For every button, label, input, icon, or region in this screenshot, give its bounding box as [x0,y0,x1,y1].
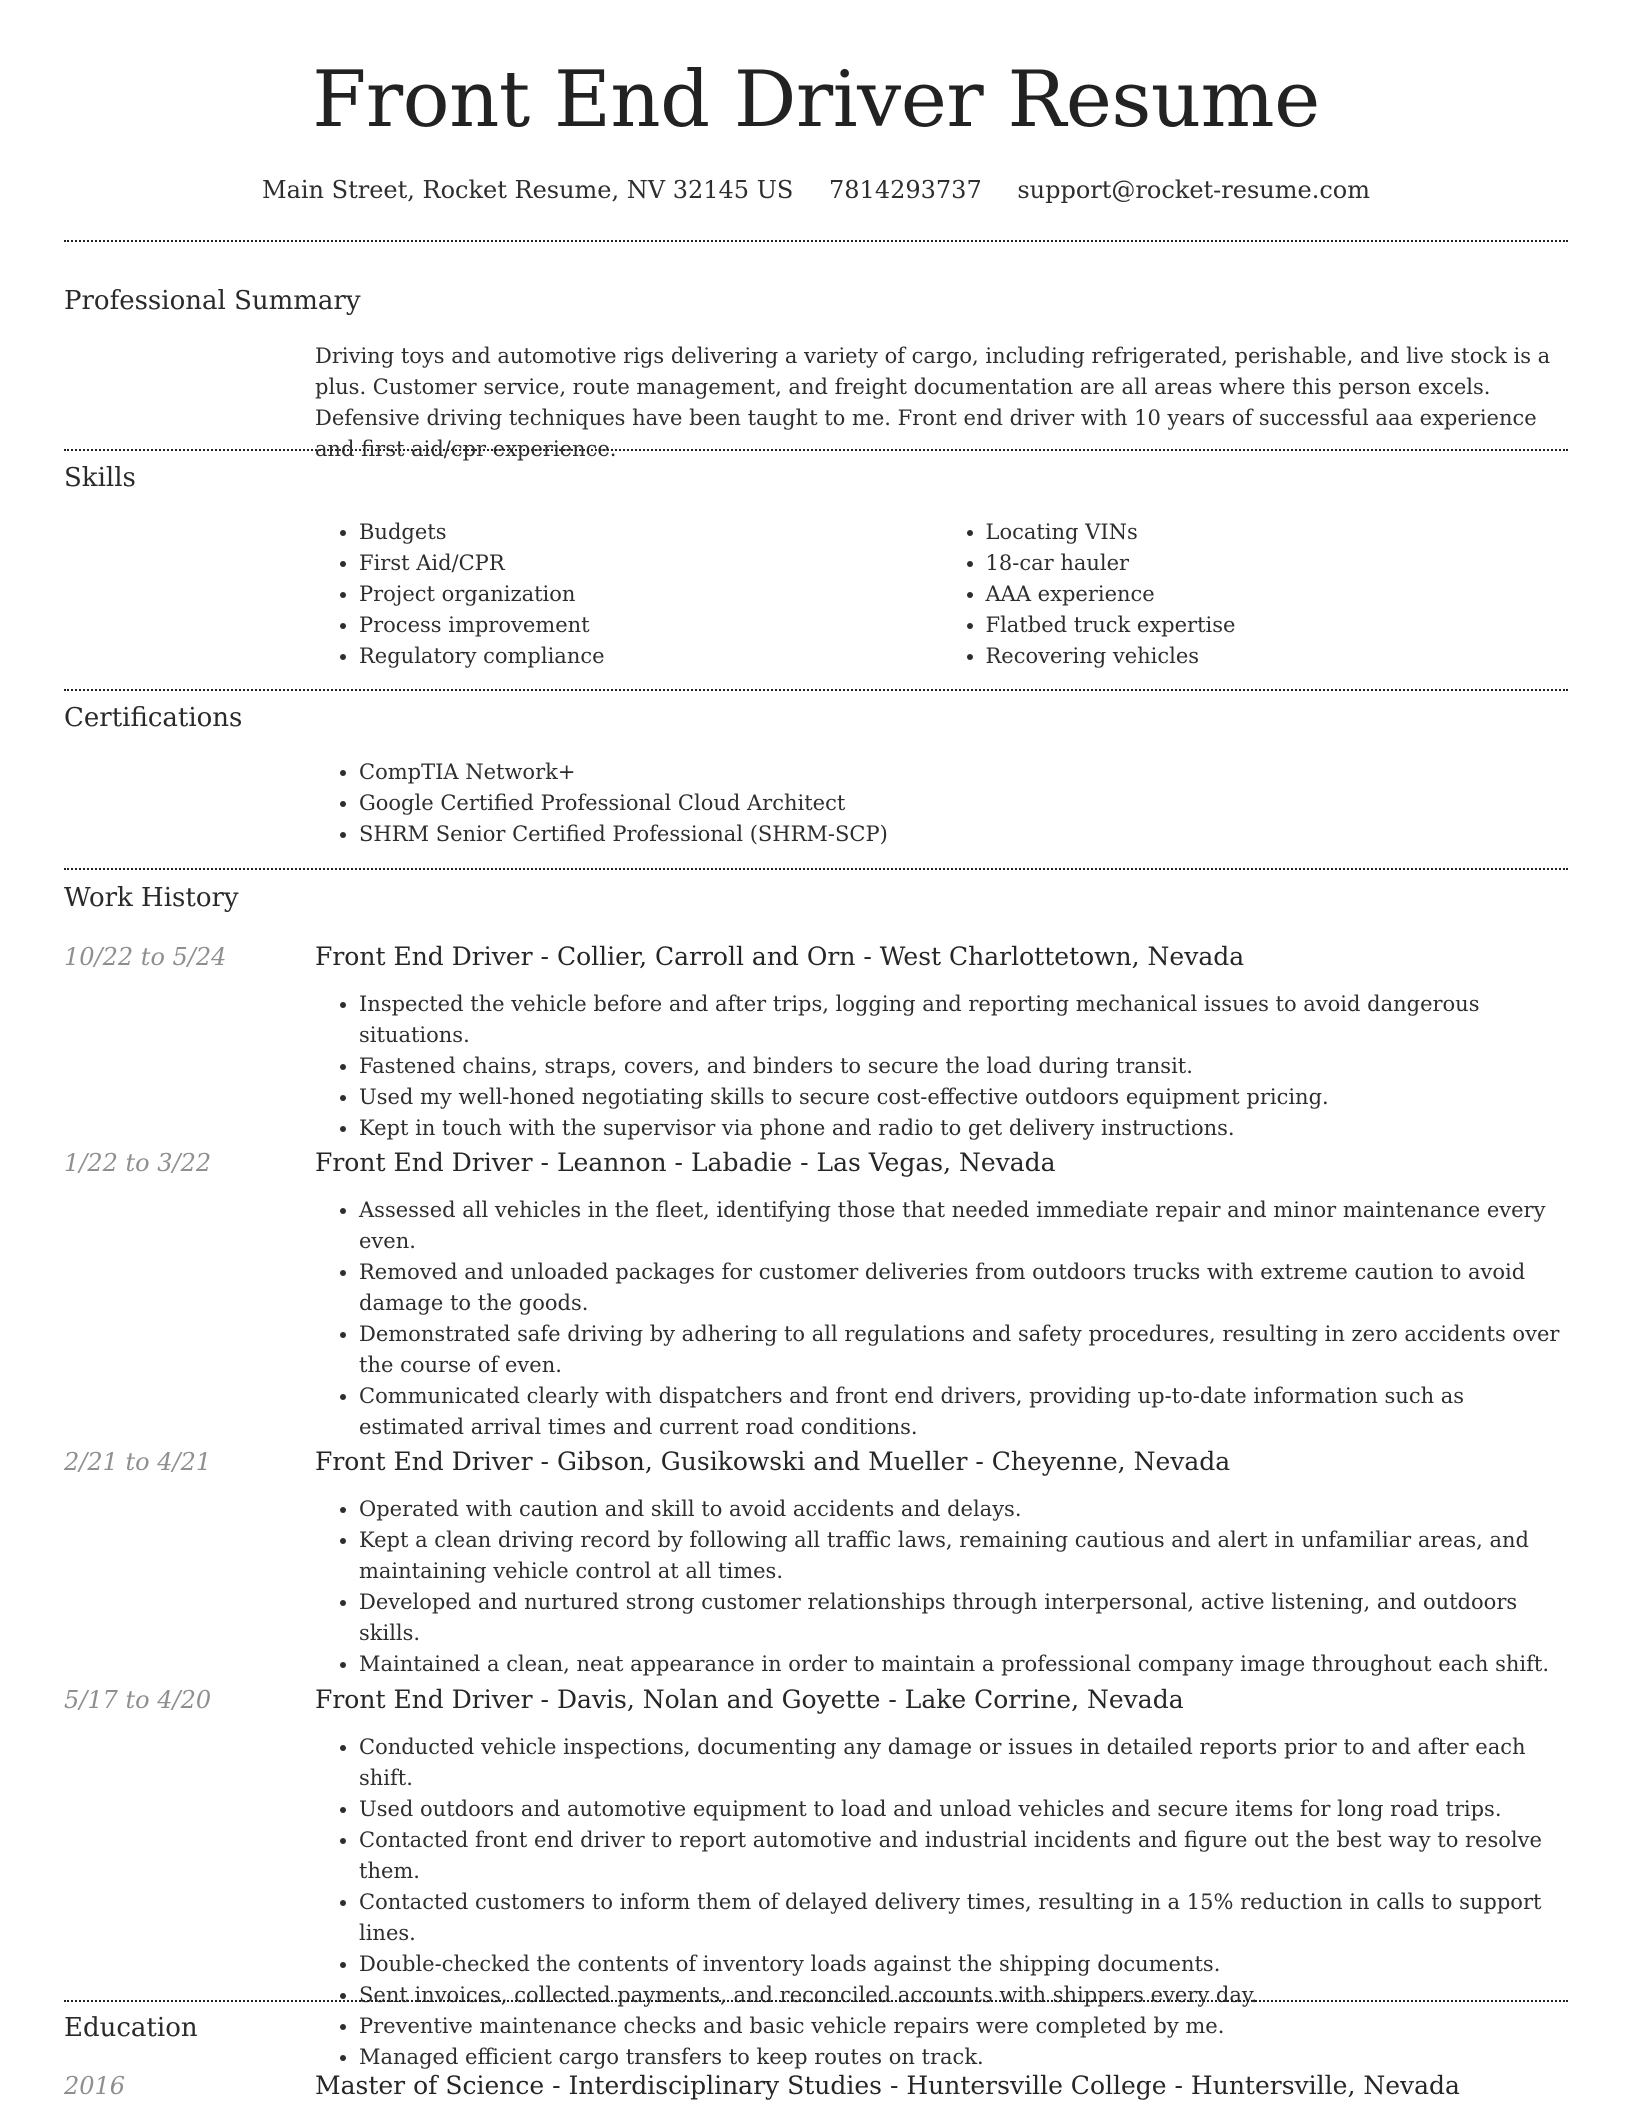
list-item: • Locating VINs [986,517,1569,548]
certifications-list [315,757,1568,850]
list-item: • Preventive maintenance checks and basic vehicle repairs were completed by me. [359,2011,1568,2042]
list-item: • Used outdoors and automotive equipment to load and unload vehicles and secure items for long road trips. [359,1794,1568,1825]
list-item: • Kept a clean driving record by following all traffic laws, remaining cautious and alert in unfamiliar areas, and maintaining vehicle control at all times. [359,1525,1568,1587]
section-divider [64,689,1568,691]
job-dates: 5/17 to 4/20 [64,1686,212,1714]
summary-text: Driving toys and automotive rigs delivering a variety of cargo, including refrigerated, perishable, and live stock is a plus. Customer service, route management, and freight documentation are all areas where this person excels. Defensive driving techniques have been taught to me. Front end driver with 10 years of successful aaa experience and first aid/cpr experience. [315,344,1551,461]
job-title: Front End Driver - Gibson, Gusikowski and Mueller - Cheyenne, Nevada [315,1447,1231,1476]
job-dates: 10/22 to 5/24 [64,943,227,971]
certifications-heading: Certifications [64,703,243,733]
contact-address: Main Street, Rocket Resume, NV 32145 US [262,176,794,204]
job-dates: 2/21 to 4/21 [64,1448,212,1476]
education-title: Master of Science - Interdisciplinary Studies - Huntersville College - Huntersville, Nevada [315,2071,1460,2100]
summary-heading: Professional Summary [64,286,361,316]
section-divider [64,868,1568,870]
contact-phone: 7814293737 [829,176,982,204]
section-divider [64,2000,1568,2002]
contact-line [64,170,1568,210]
job-title: Front End Driver - Davis, Nolan and Goyette - Lake Corrine, Nevada [315,1685,1184,1714]
list-item: • Conducted vehicle inspections, documenting any damage or issues in detailed reports prior to and after each shift. [359,1732,1568,1794]
list-item: • Kept in touch with the supervisor via phone and radio to get delivery instructions. [359,1113,1568,1144]
list-item: • AAA experience [986,579,1569,610]
section-divider [64,449,1568,451]
list-item: • 18-car hauler [986,548,1569,579]
job-bullets [315,1494,1568,1680]
job-dates: 1/22 to 3/22 [64,1149,212,1177]
job-bullets [315,1195,1568,1443]
list-item: • Developed and nurtured strong customer relationships through interpersonal, active listening, and outdoors skills. [359,1587,1568,1649]
list-item: • Google Certified Professional Cloud Architect [359,788,1568,819]
list-item: • Inspected the vehicle before and after trips, logging and reporting mechanical issues to avoid dangerous situations. [359,989,1568,1051]
list-item: • Sent invoices, collected payments, and reconciled accounts with shippers every day. [359,1980,1568,2011]
list-item: • Double-checked the contents of inventory loads against the shipping documents. [359,1949,1568,1980]
list-item: • Process improvement [359,610,942,641]
list-item: • Contacted customers to inform them of delayed delivery times, resulting in a 15% reduction in calls to support lines. [359,1887,1568,1949]
summary-section [315,341,1568,465]
list-item: • Operated with caution and skill to avoid accidents and delays. [359,1494,1568,1525]
skills-column-right [942,517,1569,672]
job-bullets [315,1732,1568,2073]
work-history-heading: Work History [64,883,239,913]
skills-column-left [315,517,942,672]
skills-list [315,517,1568,672]
resume-title: Front End Driver Resume [312,55,1320,145]
list-item: • Assessed all vehicles in the fleet, identifying those that needed immediate repair and minor maintenance every even. [359,1195,1568,1257]
list-item: • Maintained a clean, neat appearance in order to maintain a professional company image throughout each shift. [359,1649,1568,1680]
job-title: Front End Driver - Collier, Carroll and Orn - West Charlottetown, Nevada [315,942,1245,971]
list-item: • Regulatory compliance [359,641,942,672]
skills-heading: Skills [64,463,136,493]
list-item: • Communicated clearly with dispatchers and front end drivers, providing up-to-date information such as estimated arrival times and current road conditions. [359,1381,1568,1443]
job-title: Front End Driver - Leannon - Labadie - Las Vegas, Nevada [315,1148,1056,1177]
list-item: • CompTIA Network+ [359,757,1568,788]
list-item: • Flatbed truck expertise [986,610,1569,641]
list-item: • Recovering vehicles [986,641,1569,672]
list-item: • Fastened chains, straps, covers, and binders to secure the load during transit. [359,1051,1568,1082]
list-item: • Budgets [359,517,942,548]
list-item: • Managed efficient cargo transfers to keep routes on track. [359,2042,1568,2073]
list-item: • Removed and unloaded packages for customer deliveries from outdoors trucks with extreme caution to avoid damage to the goods. [359,1257,1568,1319]
list-item: • Used my well-honed negotiating skills to secure cost-effective outdoors equipment pricing. [359,1082,1568,1113]
list-item: • Contacted front end driver to report automotive and industrial incidents and figure out the best way to resolve them. [359,1825,1568,1887]
education-date: 2016 [64,2072,126,2100]
contact-email: support@rocket-resume.com [1017,176,1370,204]
section-divider [64,240,1568,242]
list-item: • SHRM Senior Certified Professional (SHRM-SCP) [359,819,1568,850]
education-heading: Education [64,2013,198,2043]
list-item: • Project organization [359,579,942,610]
list-item: • First Aid/CPR [359,548,942,579]
list-item: • Demonstrated safe driving by adhering to all regulations and safety procedures, resulting in zero accidents over the course of even. [359,1319,1568,1381]
job-bullets [315,989,1568,1144]
